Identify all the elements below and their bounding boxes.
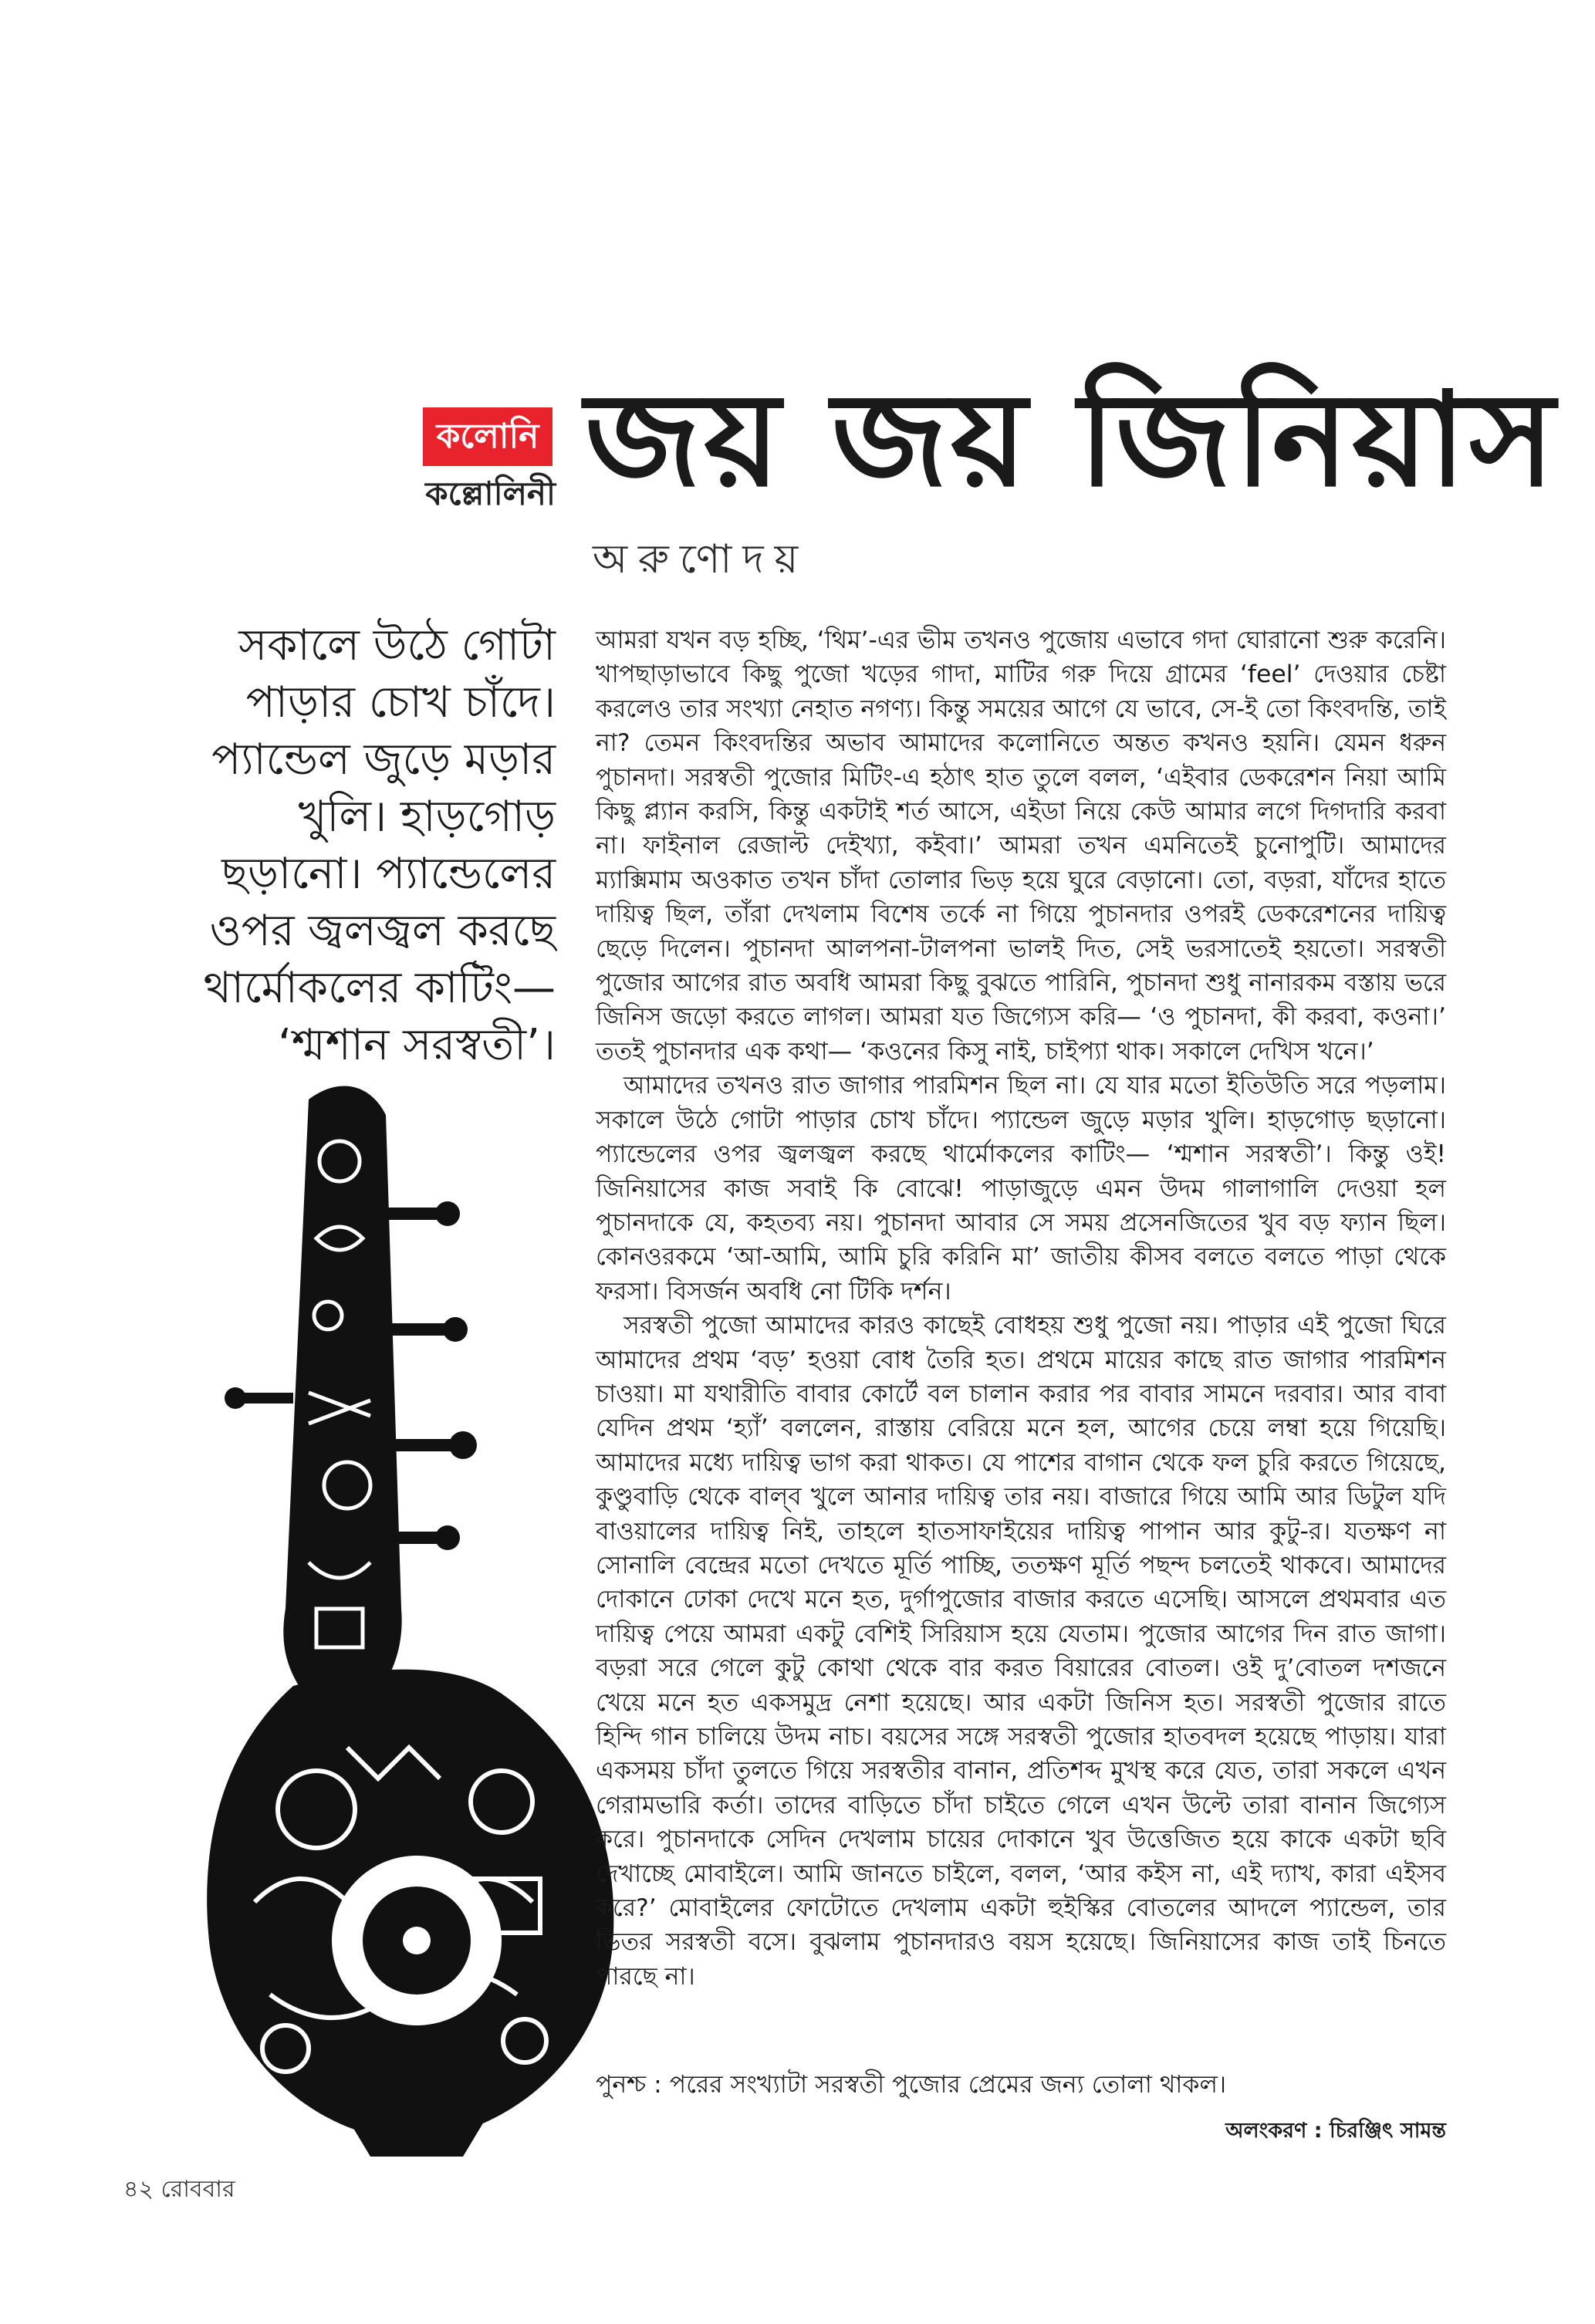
postscript: পুনশ্চ : পরের সংখ্যাটা সরস্বতী পুজোর প্রেমের জন্য তোলা থাকল।: [596, 2071, 1227, 2099]
article-body: [596, 623, 1446, 1994]
magazine-name: রোববার: [161, 2176, 235, 2203]
section-subtitle: কল্লোলিনী: [425, 475, 556, 512]
sitar-illustration: [193, 1069, 625, 2164]
author-name: অরুণোদয়: [593, 536, 809, 583]
article-paragraph: আমরা যখন বড় হচ্ছি, ‘থিম’-এর ভীম তখনও পুজোয় এভাবে গদা ঘোরানো শুরু করেনি। খাপছাড়াভাবে কিছু পুজো খড়ের গাদা, মাটির গরু দিয়ে গ্রামের ‘feel’ দেওয়ার চেষ্টা করলেও তার সংখ্যা নেহাত নগণ্য। কিন্তু সময়ের আগে যে ভাবে, সে-ই তো কিংবদন্তি, তাই না? তেমন কিংবদন্তির অভাব আমাদের কলোনিতে অন্তত কখনও হয়নি। যেমন ধরুন পুচানদা। সরস্বতী পুজোর মিটিং-এ হঠাৎ হাত তুলে বলল, ‘এইবার ডেকরেশন নিয়া আমি কিছু প্ল্যান করসি, কিন্তু একটাই শর্ত আসে, এইডা নিয়ে কেউ আমার লগে দিগদারি করবা না। ফাইনাল রেজাল্ট দেইখ্যা, কইবা।’ আমরা তখন এমনিতেই চুনোপুটি। আমাদের ম্যাক্সিমাম অওকাত তখন চাঁদা তোলার ভিড় হয়ে ঘুরে বেড়ানো। তো, বড়রা, যাঁদের হাতে দায়িত্ব ছিল, তাঁরা দেখলাম বিশেষ তর্কে না গিয়ে পুচানদার ওপরই ডেকরেশনের দায়িত্ব ছেড়ে দিলেন। পুচানদা আলপনা-টালপনা ভালই দিত, সেই ভরসাতেই হয়তো। সরস্বতী পুজোর আগের রাত অবধি আমরা কিছু বুঝতে পারিনি, পুচানদা শুধু নানারকম বস্তায় ভরে জিনিস জড়ো করতে লাগল। আমরা যত জিগ্যেস করি— ‘ও পুচানদা, কী করবা, কওনা।’ ততই পুচানদার এক কথা— ‘কওনের কিসু নাই, চাইপ্যা থাক। সকালে দেখিস খনে।’: [596, 627, 1446, 1066]
pull-quote: সকালে উঠে গোটা পাড়ার চোখ চাঁদে। প্যান্ডেল জুড়ে মড়ার খুলি। হাড়গোড় ছড়ানো। প্যান্ডেলের ওপর জ্বলজ্বল করছে থার্মোকলের কাটিং— ‘শ্মশান সরস্বতী’।: [203, 620, 556, 1070]
page-footer: [123, 2174, 235, 2205]
section-tag: কলোনি: [423, 407, 553, 466]
page-number: ৪২: [123, 2176, 154, 2203]
article-paragraph: সরস্বতী পুজো আমাদের কারও কাছেই বোধহয় শুধু পুজো নয়। পাড়ার এই পুজো ঘিরে আমাদের প্রথম ‘বড়’ হওয়া বোধ তৈরি হত। প্রথমে মায়ের কাছে রাত জাগার পারমিশন চাওয়া। মা যথারীতি বাবার কোর্টে বল চালান করার পর বাবার সামনে দরবার। আর বাবা যেদিন প্রথম ‘হ্যাঁ’ বললেন, রাস্তায় বেরিয়ে মনে হল, আগের চেয়ে লম্বা হয়ে গিয়েছি। আমাদের মধ্যে দায়িত্ব ভাগ করা থাকত। যে পাশের বাগান থেকে ফল চুরি করতে গিয়েছে, কুণ্ডুবাড়ি থেকে বাল্‌ব খুলে আনার দায়িত্ব তার নয়। বাজারে গিয়ে আমি আর ডিটুল যদি বাওয়ালের দায়িত্ব নিই, তাহলে হাতসাফাইয়ের দায়িত্ব পাপান আর কুটু-র। যতক্ষণ না সোনালি বেন্দ্রের মতো দেখতে মূর্তি পাচ্ছি, ততক্ষণ মূর্তি পছন্দ চলতেই থাকবে। আমাদের দোকানে ঢোকা দেখে মনে হত, দুর্গাপুজোর বাজার করতে এসেছি। আসলে প্রথমবার এত দায়িত্ব পেয়ে আমরা একটু বেশিই সিরিয়াস হয়ে যেতাম। পুজোর আগের দিন রাত জাগা। বড়রা সরে গেলে কুটু কোথা থেকে বার করত বিয়ারের বোতল। ওই দু’বোতল দশজনে খেয়ে মনে হত একসমুদ্র নেশা হয়েছে। আর একটা জিনিস হত। সরস্বতী পুজোর রাতে হিন্দি গান চালিয়ে উদম নাচ। বয়সের সঙ্গে সরস্বতী পুজোর হাতবদল হয়েছে পাড়ায়। যারা একসময় চাঁদা তুলতে গিয়ে সরস্বতীর বানান, প্রতিশব্দ মুখস্থ করে যেত, তারা সকলে এখন গেরামভারি কর্তা। তাদের বাড়িতে চাঁদা চাইতে গেলে এখন উল্টে তারা বানান জিগ্যেস করে। পুচানদাকে সেদিন দেখলাম চায়ের দোকানে খুব উত্তেজিত হয়ে কাকে একটা ছবি দেখাচ্ছে মোবাইলে। আমি জানতে চাইলে, বলল, ‘আর কইস না, এই দ্যাখ, কারা এইসব করে?’ মোবাইলের ফোটোতে দেখলাম একটা হুইস্কির বোতলের আদলে প্যান্ডেল, তার ভিতর সরস্বতী বসে। বুঝলাম পুচানদারও বয়স হয়েছে। জিনিয়াসের কাজ তাই চিনতে পারছে না।: [596, 1312, 1446, 1991]
article-title: জয় জয় জিনিয়াস: [585, 364, 1558, 515]
article-paragraph: আমাদের তখনও রাত জাগার পারমিশন ছিল না। যে যার মতো ইতিউতি সরে পড়লাম। সকালে উঠে গোটা পাড়ার চোখ চাঁদে। প্যান্ডেল জুড়ে মড়ার খুলি। হাড়গোড় ছড়ানো। প্যান্ডেলের ওপর জ্বলজ্বল করছে থার্মোকলের কাটিং— ‘শ্মশান সরস্বতী’। কিন্তু ওই! জিনিয়াসের কাজ সবাই কি বোঝে! পাড়াজুড়ে এমন উদম গালাগালি দেওয়া হল পুচানদাকে যে, কহতব্য নয়। পুচানদা আবার সে সময় প্রসেনজিতের খুব বড় ফ্যান ছিল। কোনওরকমে ‘আ-আমি, আমি চুরি করিনি মা’ জাতীয় কীসব বলতে বলতে পাড়া থেকে ফরসা। বিসর্জন অবধি নো টিকি দর্শন।: [596, 1072, 1446, 1306]
illustration-credit: অলংকরণ : চিরঞ্জিৎ সামন্ত: [1225, 2119, 1446, 2143]
